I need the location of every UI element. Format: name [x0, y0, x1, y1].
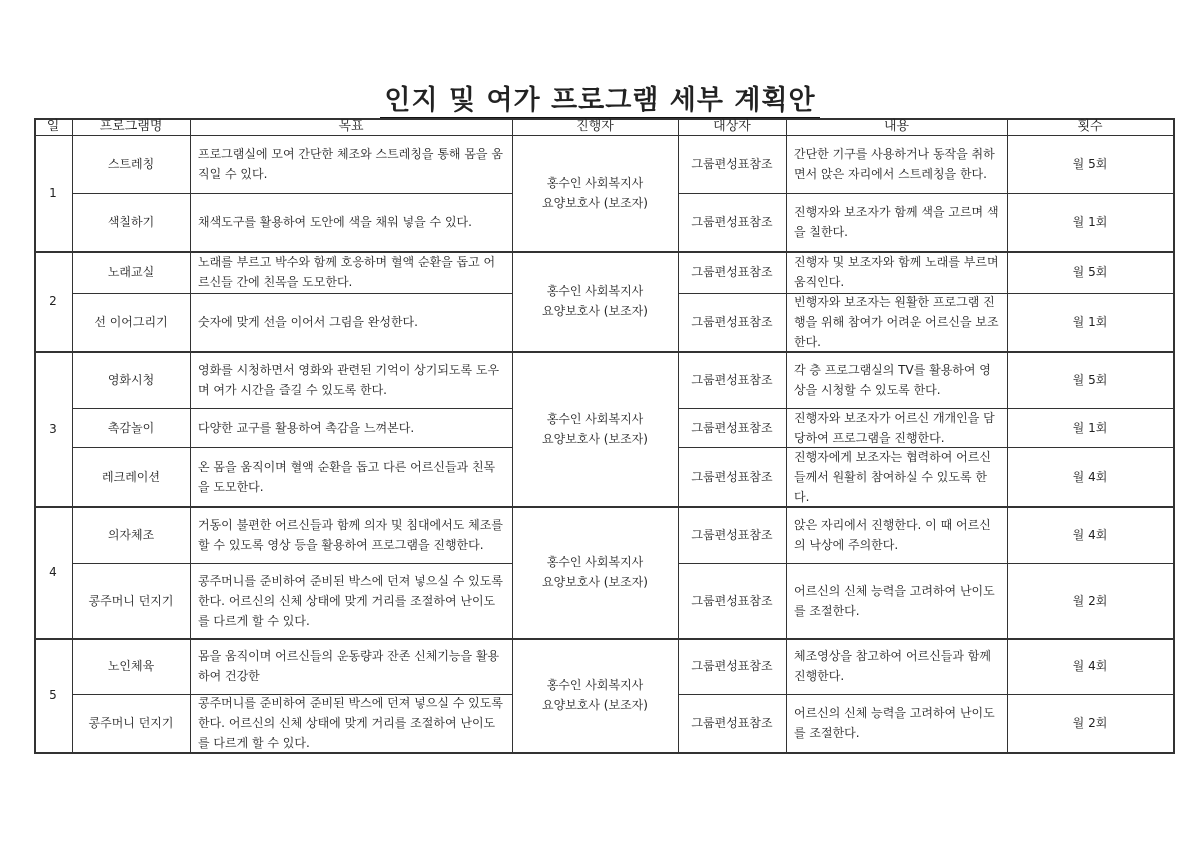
program-name: 선 이어그리기: [94, 315, 168, 329]
program-content: 간단한 기구를 사용하거나 동작을 취하면서 앉은 자리에서 스트레칭을 한다.: [794, 147, 995, 181]
program-name: 노인체육: [107, 659, 155, 673]
program-content: 진행자 및 보조자와 함께 노래를 부르며 움직인다.: [794, 255, 999, 289]
program-target: 그룹편성표참조: [691, 315, 773, 329]
program-frequency: 월 5회: [1072, 372, 1108, 387]
program-name: 레크레이션: [102, 469, 160, 484]
header-target: 대상자: [713, 118, 751, 134]
program-goal: 거동이 불편한 어르신들과 함께 의자 및 침대에서도 체조를 할 수 있도록 영상 등을 활용하여 프로그램을 진행한다.: [198, 517, 503, 552]
staff-cell: 홍수인 사회복지사 요양보호사 (보조자): [542, 678, 648, 712]
program-content: 진행자에게 보조자는 협력하여 어르신들께서 원활히 참여하실 수 있도록 한다.: [794, 449, 991, 504]
program-frequency: 월 1회: [1072, 420, 1108, 435]
program-content: 어르신의 신체 능력을 고려하여 난이도를 조절한다.: [794, 706, 995, 740]
day-number: 4: [49, 565, 57, 579]
header-staff: 진행자: [576, 118, 614, 134]
program-goal: 숫자에 맞게 선을 이어서 그림을 완성한다.: [198, 315, 418, 329]
header-goal: 목표: [338, 118, 364, 134]
staff-cell: 홍수인 사회복지사 요양보호사 (보조자): [542, 176, 648, 210]
program-content: 앉은 자리에서 진행한다. 이 때 어르신의 낙상에 주의한다.: [794, 517, 991, 552]
program-goal: 몸을 움직이며 어르신들의 운동량과 잔존 신체기능을 활용하여 건강한: [198, 649, 500, 683]
table-border-right: [1173, 118, 1175, 754]
program-goal: 영화를 시청하면서 영화와 관련된 기억이 상기되도록 도우며 여가 시간을 즐길 수 있도록 한다.: [198, 362, 500, 397]
program-frequency: 월 4회: [1072, 527, 1108, 542]
program-target: 그룹편성표참조: [691, 157, 773, 171]
day-number: 5: [49, 688, 57, 702]
program-frequency: 월 1회: [1072, 215, 1108, 229]
header-content: 내용: [883, 118, 910, 134]
header-program: 프로그램명: [99, 118, 163, 134]
program-target: 그룹편성표참조: [691, 593, 773, 608]
program-target: 그룹편성표참조: [691, 372, 773, 387]
program-content: 체조영상을 참고하여 어르신들과 함께 진행한다.: [794, 649, 991, 683]
program-target: 그룹편성표참조: [691, 215, 773, 229]
program-name: 영화시청: [107, 372, 155, 387]
program-name: 색칠하기: [107, 215, 155, 229]
program-target: 그룹편성표참조: [691, 659, 773, 673]
program-target: 그룹편성표참조: [691, 265, 773, 279]
program-name: 노래교실: [107, 265, 155, 279]
program-frequency: 월 5회: [1072, 265, 1108, 279]
day-number: 3: [49, 421, 57, 436]
program-goal: 채색도구를 활용하여 도안에 색을 채워 넣을 수 있다.: [198, 215, 472, 229]
program-content: 진행자와 보조자가 어르신 개개인을 담당하여 프로그램을 진행한다.: [794, 410, 995, 445]
program-frequency: 월 2회: [1072, 716, 1108, 730]
program-content: 어르신의 신체 능력을 고려하여 난이도를 조절한다.: [794, 583, 995, 618]
program-name: 콩주머니 던지기: [88, 716, 174, 730]
program-goal: 노래를 부르고 박수와 함께 호응하며 혈액 순환을 돕고 어르신들 간에 친목을 도모한다.: [198, 255, 496, 289]
program-target: 그룹편성표참조: [691, 527, 773, 542]
program-goal: 프로그램실에 모여 간단한 체조와 스트레칭을 통해 몸을 움직일 수 있다.: [198, 147, 503, 181]
program-name: 촉감놀이: [107, 420, 155, 435]
day-number: 2: [49, 294, 57, 308]
program-frequency: 월 4회: [1072, 659, 1108, 673]
day-number: 1: [49, 186, 57, 200]
program-name: 스트레칭: [107, 157, 155, 171]
program-content: 진행자와 보조자가 함께 색을 고르며 색을 칠한다.: [794, 205, 999, 239]
program-goal: 콩주머니를 준비하여 준비된 박스에 던져 넣으실 수 있도록 한다. 어르신의 신체 상태에 맞게 거리를 조절하여 난이도를 다르게 할 수 있다.: [198, 696, 503, 750]
program-target: 그룹편성표참조: [691, 420, 773, 435]
program-target: 그룹편성표참조: [691, 716, 773, 730]
staff-cell: 홍수인 사회복지사 요양보호사 (보조자): [542, 555, 648, 589]
program-name: 콩주머니 던지기: [88, 593, 174, 608]
program-goal: 콩주머니를 준비하여 준비된 박스에 던져 넣으실 수 있도록 한다. 어르신의 신체 상태에 맞게 거리를 조절하여 난이도를 다르게 할 수 있다.: [198, 573, 503, 628]
header-frequency: 횟수: [1077, 118, 1103, 134]
program-frequency: 월 5회: [1072, 157, 1108, 171]
staff-cell: 홍수인 사회복지사 요양보호사 (보조자): [542, 284, 648, 318]
page-title: 인지 및 여가 프로그램 세부 계획안: [0, 78, 1200, 117]
program-goal: 다양한 교구를 활용하여 촉감을 느껴본다.: [198, 420, 415, 435]
program-frequency: 월 4회: [1072, 469, 1108, 484]
program-goal: 온 몸을 움직이며 혈액 순환을 돕고 다른 어르신들과 친목을 도모한다.: [198, 459, 496, 494]
program-content: 각 층 프로그램실의 TV를 활용하여 영상을 시청할 수 있도록 한다.: [794, 362, 991, 397]
program-frequency: 월 1회: [1072, 315, 1108, 329]
header-day: 일: [46, 118, 60, 134]
program-target: 그룹편성표참조: [691, 469, 773, 484]
program-content: 빈행자와 보조자는 원활한 프로그램 진행을 위해 참여가 어려운 어르신을 보조한다.: [794, 295, 999, 349]
program-frequency: 월 2회: [1072, 593, 1108, 608]
staff-cell: 홍수인 사회복지사 요양보호사 (보조자): [542, 411, 648, 446]
program-name: 의자체조: [107, 527, 155, 542]
